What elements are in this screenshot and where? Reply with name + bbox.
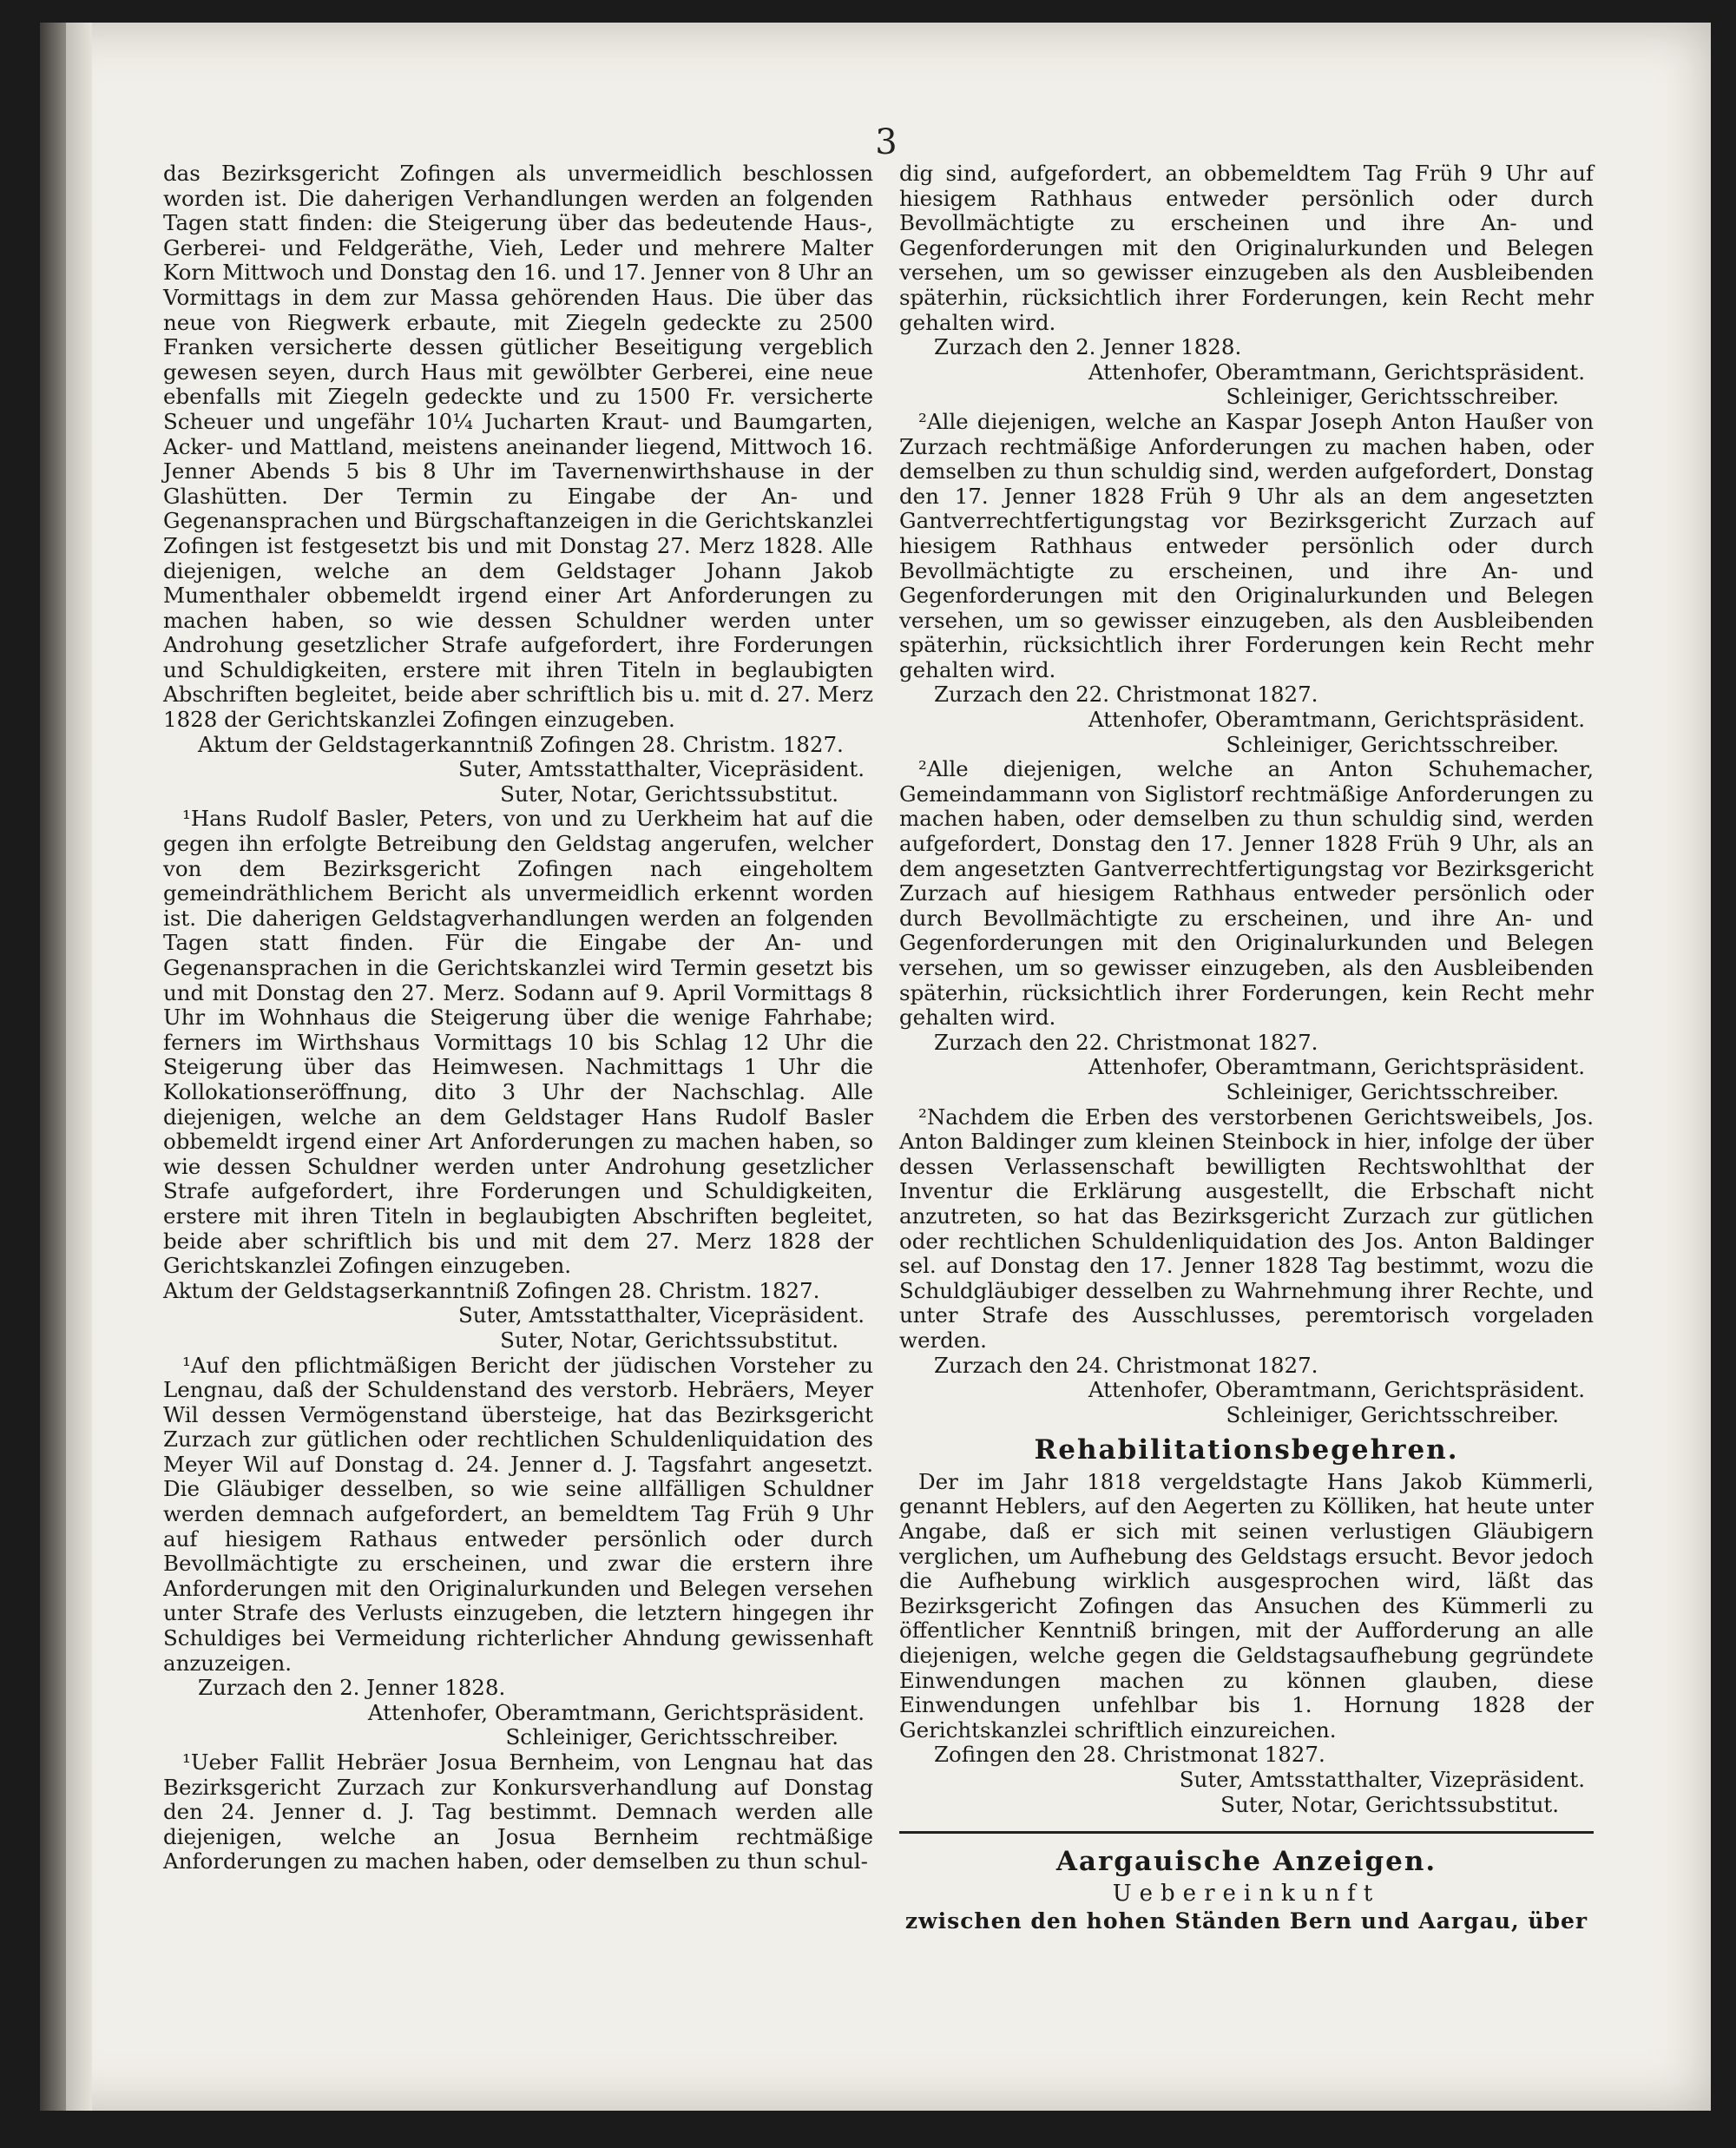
right-column (899, 161, 1594, 1934)
newspaper-page (40, 23, 1711, 2111)
notice-signature: Suter, Notar, Gerichtssubstitut. (500, 781, 838, 807)
notice-signature: Schleiniger, Gerichtsschreiber. (1226, 1401, 1559, 1427)
section-heading-rehabilitation: Rehabilitationsbegehren. (1034, 1434, 1459, 1466)
subheading-uebereinkunft: Uebereinkunft (1112, 1880, 1381, 1907)
notice-paragraph: dig sind, aufgefordert, an obbemeldtem Tag Früh 9 Uhr auf hiesigem Rathhaus entweder persönlich oder durch Bevollmächtigte zu erscheinen und ihre An- und Gegenforderungen mit den Originalurkunden und Belegen versehen, um so gewisser einzugeben als den Ausbleibenden späterhin, rücksichtlich ihrer Forderungen, kein Recht mehr gehalten wird. (899, 161, 1594, 335)
notice-signature: Suter, Amtsstatthalter, Vizepräsident. (1179, 1767, 1585, 1792)
notice-signature: Schleiniger, Gerichtsschreiber. (505, 1724, 838, 1750)
notice-signature: Schleiniger, Gerichtsschreiber. (1226, 731, 1559, 757)
notice-paragraph: ¹Auf den pflichtmäßigen Bericht der jüdischen Vorsteher zu Lengnau, daß der Schuldenstand des verstorb. Hebräers, Meyer Wil dessen Vermögenstand übersteige, hat das Bezirksgericht Zurzach zur gütlichen oder rechtlichen Schuldenliquidation des Meyer Wil auf Donstag d. 24. Jenner d. J. Tagsfahrt angesetzt. Die Gläubiger desselben, so wie seine allfälligen Schuldner werden demnach aufgefordert, an bemeldtem Tag Früh 9 Uhr auf hiesigem Rathaus entweder persönlich oder durch Bevollmächtigte zu erscheinen, und zwar die erstern ihre Anforderungen mit den Originalurkunden und Belegen versehen unter Strafe des Verlusts einzugeben, die letztern hingegen ihr Schuldiges bei Vermeidung richterlicher Ahndung gewissenhaft anzuzeigen. (163, 1352, 873, 1676)
notice-signature: Suter, Notar, Gerichtssubstitut. (1220, 1791, 1559, 1817)
notice-place-date: Zurzach den 2. Jenner 1828. (198, 1675, 506, 1701)
notice-signature: Attenhofer, Oberamtmann, Gerichtspräsident. (1088, 707, 1585, 733)
notice-place-date: Zurzach den 22. Christmonat 1827. (934, 1029, 1318, 1055)
notice-signature: Schleiniger, Gerichtsschreiber. (1226, 1078, 1559, 1104)
notice-place-date: Zofingen den 28. Christmonat 1827. (934, 1742, 1325, 1768)
notice-place-date: Aktum der Geldstagserkanntniß Zofingen 28. Christm. 1827. (163, 1277, 820, 1303)
notice-place-date: Zurzach den 2. Jenner 1828. (934, 334, 1242, 360)
notice-paragraph: Der im Jahr 1818 vergeldstagte Hans Jakob Kümmerli, genannt Heblers, auf den Aegerten zu Kölliken, hat heute unter Angabe, daß er sich mit seinen verlustigen Gläubigern verglichen, um Aufhebung des Geldstags ersucht. Bevor jedoch die Aufhebung wirklich ausgesprochen wird, läßt das Bezirksgericht Zofingen das Ansuchen des Kümmerli zu öffentlicher Kenntniß bringen, mit der Aufforderung an alle diejenigen, welche gegen die Geldstagsaufhebung gegründete Einwendungen machen zu können glauben, diese Einwendungen unfehlbar bis 1. Hornung 1828 der Gerichtskanzlei schriftlich einzureichen. (899, 1468, 1594, 1743)
notice-paragraph: ²Alle diejenigen, welche an Anton Schuhemacher, Gemeindammann von Siglistorf rechtmäßige Anforderungen zu machen haben, oder demselben zu thun schuldig sind, werden aufgefordert, Donstag den 17. Jenner 1828 Früh 9 Uhr, als an dem angesetzten Gantverrechtfertigungstag vor Bezirksgericht Zurzach auf hiesigem Rathhaus entweder persönlich oder durch Bevollmächtigte zu erscheinen, und ihre An- und Gegenforderungen mit den Originalurkunden und Belegen versehen, um so gewisser einzugeben, als den Ausbleibenden späterhin, rücksichtlich ihrer Forderungen, kein Recht mehr gehalten wird. (899, 756, 1594, 1031)
page-gutter-edge (40, 23, 66, 2111)
notice-signature: Suter, Notar, Gerichtssubstitut. (500, 1327, 838, 1353)
notice-signature: Schleiniger, Gerichtsschreiber. (1226, 384, 1559, 410)
notice-place-date: Aktum der Geldstagerkanntniß Zofingen 28. Christm. 1827. (198, 731, 844, 757)
lead-line: zwischen den hohen Ständen Bern und Aargau, über (904, 1908, 1588, 1934)
page-number: 3 (875, 122, 898, 162)
section-heading-anzeigen: Aargauische Anzeigen. (1055, 1846, 1437, 1878)
notice-paragraph: ¹Ueber Fallit Hebräer Josua Bernheim, von Lengnau hat das Bezirksgericht Zurzach zur Konkursverhandlung auf Donstag den 24. Jenner d. J. Tag bestimmt. Demnach werden alle diejenigen, welche an Josua Bernheim rechtmäßige Anforderungen zu machen haben, oder demselben zu thun schul- (163, 1749, 873, 1875)
notice-paragraph: ²Alle diejenigen, welche an Kaspar Joseph Anton Haußer von Zurzach rechtmäßige Anforderungen zu machen haben, oder demselben zu thun schuldig sind, werden aufgefordert, Donstag den 17. Jenner 1828 Früh 9 Uhr als an dem angesetzten Gantverrechtfertigungstag vor Bezirksgericht Zurzach auf hiesigem Rathhaus entweder persönlich oder durch Bevollmächtigte zu erscheinen, und ihre An- und Gegenforderungen mit den Originalurkunden und Belegen versehen, um so gewisser einzugeben, als den Ausbleibenden späterhin, rücksichtlich ihrer Forderungen kein Recht mehr gehalten wird. (899, 408, 1594, 682)
notice-signature: Attenhofer, Oberamtmann, Gerichtspräsident. (1088, 359, 1585, 385)
notice-place-date: Zurzach den 24. Christmonat 1827. (934, 1352, 1318, 1378)
notice-signature: Suter, Amtsstatthalter, Vicepräsident. (457, 1302, 865, 1328)
notice-signature: Attenhofer, Oberamtmann, Gerichtspräsident. (1088, 1054, 1585, 1080)
left-column (163, 161, 873, 1875)
notice-place-date: Zurzach den 22. Christmonat 1827. (934, 682, 1318, 708)
notice-signature: Attenhofer, Oberamtmann, Gerichtspräsident. (1088, 1377, 1585, 1403)
notice-signature: Attenhofer, Oberamtmann, Gerichtspräsident. (367, 1699, 865, 1725)
notice-signature: Suter, Amtsstatthalter, Vicepräsident. (457, 756, 865, 782)
section-divider (899, 1831, 1594, 1834)
notice-paragraph: ²Nachdem die Erben des verstorbenen Gerichtsweibels, Jos. Anton Baldinger zum kleinen Steinbock in hier, infolge der über dessen Verlassenschaft bewilligten Rechtswohlthat der Inventur die Erklärung ausgestellt, die Erbschaft nicht anzutreten, so hat das Bezirksgericht Zurzach zur gütlichen oder rechtlichen Schuldenliquidation des Jos. Anton Baldinger sel. auf Donstag den 17. Jenner 1828 Tag bestimmt, wozu die Schuldgläubiger desselben zu Wahrnehmung ihrer Rechte, und unter Strafe des Ausschlusses, peremtorisch vorgeladen werden. (899, 1104, 1594, 1353)
notice-paragraph: das Bezirksgericht Zofingen als unvermeidlich beschlossen worden ist. Die daherigen Verhandlungen werden an folgenden Tagen statt finden: die Steigerung über das bedeutende Haus-, Gerberei- und Feldgeräthe, Vieh, Leder und mehrere Malter Korn Mittwoch und Donstag den 16. und 17. Jenner von 8 Uhr an Vormittags in dem zur Massa gehörenden Haus. Die über das neue von Riegwerk erbaute, mit Ziegeln gedeckte zu 2500 Franken versicherte dessen gütlicher Beseitigung vergeblich gewesen seyen, durch Haus mit gewölbter Gerberei, eine neue ebenfalls mit Ziegeln gedeckte und zu 1500 Fr. versicherte Scheuer und ungefähr 10¼ Jucharten Kraut- und Baumgarten, Acker- und Mattland, meistens aneinander liegend, Mittwoch 16. Jenner Abends 5 bis 8 Uhr im Tavernenwirthshause in der Glashütten. Der Termin zu Eingabe der An- und Gegenansprachen und Bürgschaftanzeigen in die Gerichtskanzlei Zofingen ist festgesetzt bis und mit Donstag 27. Merz 1828. Alle diejenigen, welche an dem Geldstager Johann Jakob Mumenthaler obbemeldt irgend einer Art Anforderungen zu machen haben, so wie dessen Schuldner werden unter Androhung gesetzlicher Strafe aufgefordert, ihre Forderungen und Schuldigkeiten, erstere mit ihren Titeln in beglaubigten Abschriften begleitet, beide aber schriftlich bis u. mit d. 27. Merz 1828 der Gerichtskanzlei Zofingen einzugeben. (163, 161, 873, 733)
notice-paragraph: ¹Hans Rudolf Basler, Peters, von und zu Uerkheim hat auf die gegen ihn erfolgte Betreibung den Geldstag angerufen, welcher von dem Bezirksgericht Zofingen nach eingeholtem gemeindräthlichem Bericht als unvermeidlich erkennt worden ist. Die daherigen Geldstagverhandlungen werden an folgenden Tagen statt finden. Für die Eingabe der An- und Gegenansprachen in die Gerichtskanzlei wird Termin gesetzt bis und mit Donstag den 27. Merz. Sodann auf 9. April Vormittags 8 Uhr im Wohnhaus die Steigerung über die wenige Fahrhabe; ferners im Wirthshaus Vormittags 10 bis Schlag 12 Uhr die Steigerung über das Heimwesen. Nachmittags 1 Uhr die Kollokationseröffnung, dito 3 Uhr der Nachschlag. Alle diejenigen, welche an dem Geldstager Hans Rudolf Basler obbemeldt irgend einer Art Anforderungen zu machen haben, so wie dessen Schuldner werden unter Androhung gesetzlicher Strafe aufgefordert, ihre Forderungen und Schuldigkeiten, erstere mit ihren Titeln in beglaubigten Abschriften begleitet, beide aber schriftlich bis und mit dem 27. Merz 1828 der Gerichtskanzlei Zofingen einzugeben. (163, 806, 873, 1279)
